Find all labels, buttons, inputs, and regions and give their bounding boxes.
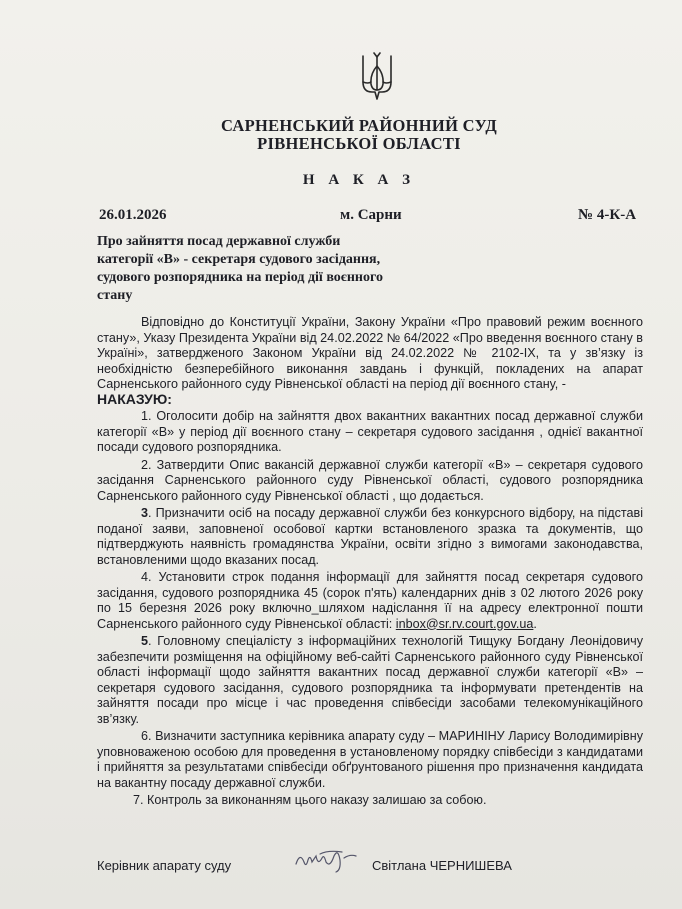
order-item-2 <box>97 458 643 505</box>
item-number: 4 <box>141 570 149 584</box>
order-body <box>97 315 643 809</box>
intro-paragraph: Відповідно до Конституції України, Закону України «Про правовий режим воєнного стану», Указу Президента України від 24.02.2022 № 64/2022 «Про введення воєнного стану в Україні», затвердженого Законом України від 24.02.2022 № 2102-IX, та у зв’язку із необхідністю безперебійного виконання завдань і функцій, покладених на апарат Сарненського районного суду Рівненської області на період дії воєнного стану, - <box>97 315 643 391</box>
item-text: . Головному спеціалісту з інформаційних технологій Тищуку Богдану Леонідовичу забезпечити розміщення на офіційному веб-сайті Сарненського районного суду Рівненської області інформації щодо зайняття вакантних посад державної служби категорії «В» – секретаря судового засідання, судового розпорядника та інформувати претендентів на зайняття посади про місце і час проведення співбесіди засобами телекомунікаційного зв’язку. <box>97 634 643 726</box>
item-number: 2 <box>141 457 149 472</box>
court-name-line1: САРНЕНСЬКИЙ РАЙОННИЙ СУД <box>220 116 498 135</box>
order-item-3 <box>97 506 643 568</box>
document-city: м. Сарни <box>340 207 402 223</box>
document-subject: Про зайняття посад державної служби категорії «В» - секретаря судового засідання, судового розпорядника на період дії воєнного стану <box>97 234 383 303</box>
item-number: 1 <box>141 409 149 423</box>
order-word: НАКАЗУЮ: <box>97 390 172 407</box>
item-number: 5 <box>141 634 149 648</box>
item-text: . Оголосити добір на зайняття двох вакантних вакантних посад державної служби категорії «В» у період дії воєнного стану – секретаря судового засідання , однієї вакантної посади судового розпорядника. <box>97 409 643 454</box>
document-date: 26.01.2026 <box>99 207 167 223</box>
item-text: . Визначити заступника керівника апарату суду – МАРИНІНУ Ларису Володимирівну уповноваженою особою для проведення в установленому порядку співбесіди з кандидатами і прийняття за результатами співбесіди обґрунтованого рішення про призначення кандидата на вакантну посаду державної служби. <box>97 729 643 790</box>
order-item-1 <box>97 409 643 456</box>
item-text: . Затвердити Опис вакансій державної служби категорії «В» – секретаря судового засідання Сарненського районного суду Рівненської області, судового розпорядника Сарненського районного суду Рівненської області , що додається. <box>97 457 643 503</box>
court-name-line2: РІВНЕНСЬКОЇ ОБЛАСТІ <box>257 134 461 153</box>
item-text: . Установити строк подання інформації для зайняття посад секретаря судового засідання, судового розпорядника 45 (сорок п'ять) календарних днів з 02 лютого 2026 року по 15 березня 2026 року включно_шляхом надіслання її на адресу електронної пошти Сарненського районного суду Рівненської області: <box>97 570 643 631</box>
email-link[interactable]: inbox@sr.rv.court.gov.ua <box>395 616 534 631</box>
order-item-5 <box>97 634 643 727</box>
item-number: 3 <box>141 506 149 520</box>
item-number: 6 <box>141 729 149 743</box>
signer-name: Світлана ЧЕРНИШЕВА <box>372 858 512 873</box>
item-number: 7 <box>133 793 141 807</box>
item-tail: . <box>533 616 537 631</box>
item-text: . Призначити осіб на посаду державної служби без конкурсного відбору, на підставі поданої заяви, заповненої особової картки встановленого зразка та документів, що підтверджують наявність громадянства України, освіти згідно з вимогами законодавства, встановленими щодо вказаних посад. <box>97 506 643 567</box>
signer-role: Керівник апарату суду <box>97 858 232 873</box>
order-item-6 <box>97 729 643 791</box>
handwritten-signature-icon <box>290 844 364 874</box>
order-item-4 <box>97 570 643 632</box>
item-text: . Контроль за виконанням цього наказу залишаю за собою. <box>140 793 487 807</box>
document-number: № 4-К-А <box>578 207 637 223</box>
trident-emblem-icon <box>360 52 394 102</box>
document-title: Н А К А З <box>302 172 416 188</box>
order-item-7 <box>97 793 643 809</box>
